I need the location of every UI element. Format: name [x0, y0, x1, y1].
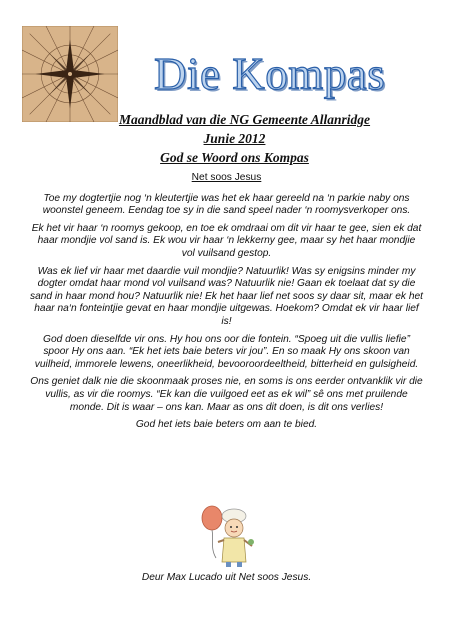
masthead-title: Die Kompas: [154, 49, 386, 99]
article-paragraph: Was ek lief vir haar met daardie vuil mondjie? Natuurlik! Was sy enigsins minder my dogter omdat haar mond vol vuilsand was? Natuurlik nie! Gaan ek toelaat dat sy die sand in haar mond hou? Natuurlik nie! Ek het haar lief net soos sy daar sit, maar ek het haar na‘n fonteintjie gevat en haar mondjie uitgewas. Hoekom? Omdat ek vir haar lief is!: [30, 265, 423, 327]
article-body: [30, 172, 423, 437]
article-title: Net soos Jesus: [191, 172, 262, 183]
article-paragraph: God doen dieselfde vir ons. Hy hou ons oor die fontein. “Spoeg uit die vullis liefie” spoor Hy ons aan. “Ek het iets baie beters vir jou”. En so maak Hy ons skoon van vuilheid, immorele lewens, oneerlikheid, bevooroordeeltheid, bitterheid en gulsigheid.: [34, 333, 419, 370]
article-paragraph: Toe my dogtertjie nog ‘n kleutertjie was het ek haar gereeld na ‘n parkie naby ons woonstel geneem. Eendag toe sy in die sand speel nader ‘n roomysverkoper ons.: [42, 192, 411, 217]
issue-date: Junie 2012: [203, 131, 266, 146]
article-signature: Deur Max Lucado uit Net soos Jesus.: [141, 572, 312, 583]
motto: God se Woord ons Kompas: [160, 150, 309, 165]
child-with-balloon-icon: [198, 504, 260, 568]
compass-rose-icon: [22, 26, 118, 122]
article-paragraph: God het iets baie beters om aan te bied.: [135, 419, 318, 431]
article-paragraph: Ek het vir haar ‘n roomys gekoop, en toe ek omdraai om dit vir haar te gee, sien ek dat haar mondjie vol sand is. Ek wou vir haar ‘n lekkerny gee, maar sy het haar mondjie vol vuilsand gestop.: [31, 222, 422, 259]
newsletter-subtitle: Maandblad van die NG Gemeente Allanridge: [118, 112, 371, 127]
article-paragraph: Ons geniet dalk nie die skoonmaak proses nie, en soms is ons eerder ontvanklik vir die vullis, as vir die roomys. “Ek kan die vuilgoed eet as ek wil” sê ons met pruilende monde. Dit is waar – ons kan. Maar as ons dit doen, is dit ons verlies!: [30, 376, 423, 413]
